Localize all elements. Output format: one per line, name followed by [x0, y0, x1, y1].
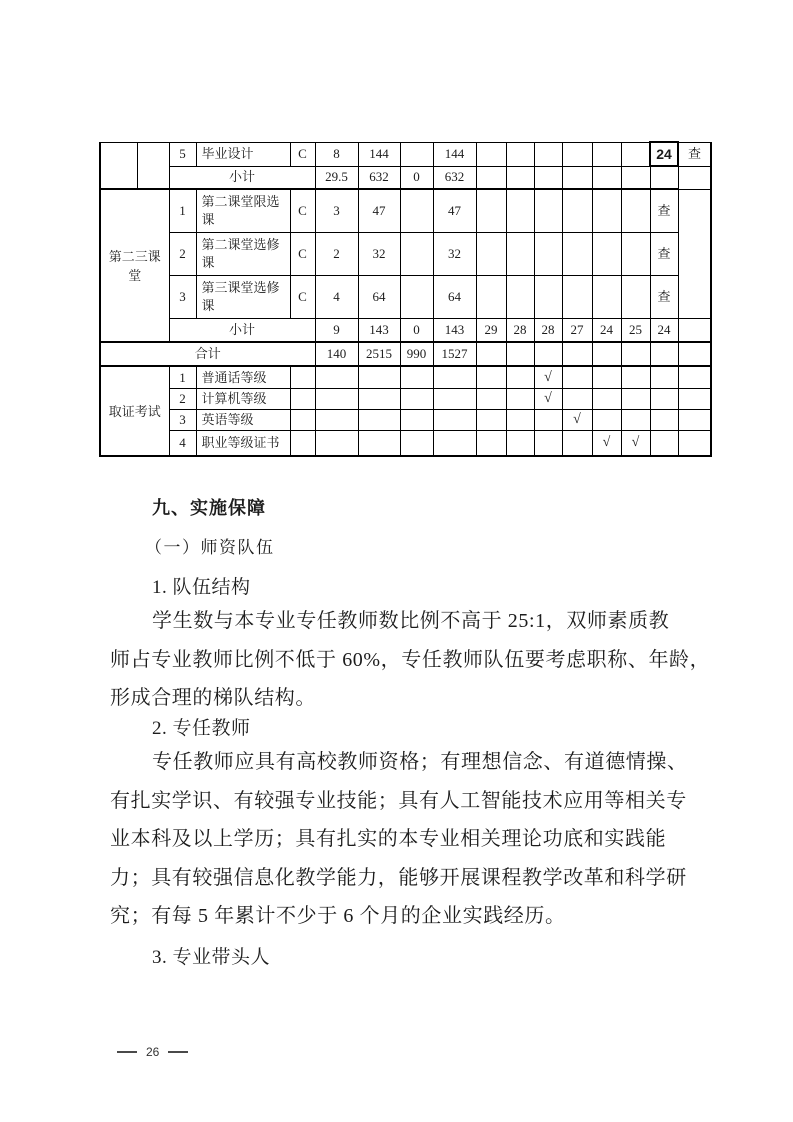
table-cell [678, 389, 711, 410]
curriculum-table-body [100, 142, 711, 456]
practice-hours: 47 [433, 189, 476, 233]
row-number: 1 [169, 366, 196, 389]
total-hours: 32 [358, 233, 400, 276]
table-cell [621, 366, 650, 389]
highlighted-value: 24 [650, 142, 678, 166]
table-cell [433, 410, 476, 431]
table-cell [562, 189, 592, 233]
table-cell [534, 342, 562, 366]
paragraph-line: 有扎实学识、有较强专业技能；具有人工智能技术应用等相关专 [110, 789, 687, 812]
semester-value: 24 [650, 319, 678, 343]
table-cell [506, 142, 534, 166]
table-cell [562, 389, 592, 410]
row-number: 5 [169, 142, 196, 166]
semester-value: 27 [562, 319, 592, 343]
table-cell [506, 431, 534, 457]
table-cell [433, 389, 476, 410]
checkmark: √ [534, 389, 562, 410]
exam-check: 查 [650, 189, 678, 233]
page-footer [117, 1045, 188, 1059]
table-cell [506, 166, 534, 189]
table-cell [476, 233, 506, 276]
assessment-type: C [290, 189, 315, 233]
table-cell [621, 189, 650, 233]
table-cell [592, 276, 621, 319]
subtotal-label: 小计 [169, 319, 315, 343]
table-cell [400, 410, 433, 431]
table-cell [534, 142, 562, 166]
table-cell [592, 366, 621, 389]
total-hours: 64 [358, 276, 400, 319]
checkmark: √ [534, 366, 562, 389]
exam-name: 普通话等级 [196, 366, 290, 389]
table-cell [506, 342, 534, 366]
section-label: 取证考试 [100, 366, 169, 456]
table-cell [476, 166, 506, 189]
table-cell [315, 389, 358, 410]
theory-subtotal: 0 [400, 166, 433, 189]
table-cell [476, 276, 506, 319]
hours-total: 2515 [358, 342, 400, 366]
theory-total: 990 [400, 342, 433, 366]
theory-hours [400, 233, 433, 276]
table-cell [650, 342, 678, 366]
semester-value: 24 [592, 319, 621, 343]
table-cell [476, 389, 506, 410]
table-cell [650, 366, 678, 389]
section-cell-empty [100, 142, 137, 189]
assessment-type: C [290, 233, 315, 276]
table-cell [534, 189, 562, 233]
assessment-type: C [290, 276, 315, 319]
table-cell [650, 389, 678, 410]
theory-hours [400, 276, 433, 319]
hours-subtotal: 143 [358, 319, 400, 343]
table-cell [650, 166, 678, 189]
theory-subtotal: 0 [400, 319, 433, 343]
credits-total: 140 [315, 342, 358, 366]
section-heading: 九、实施保障 [152, 498, 266, 518]
credits: 4 [315, 276, 358, 319]
table-cell [290, 410, 315, 431]
semester-value: 25 [621, 319, 650, 343]
table-cell [534, 276, 562, 319]
practice-subtotal: 143 [433, 319, 476, 343]
paragraph-line: 师占专业教师比例不低于 60%，专任教师队伍要考虑职称、年龄， [110, 648, 711, 671]
table-cell [476, 431, 506, 457]
table-cell [678, 431, 711, 457]
credits: 3 [315, 189, 358, 233]
table-cell [534, 166, 562, 189]
practice-hours: 144 [433, 142, 476, 166]
table-cell [592, 410, 621, 431]
total-hours: 144 [358, 142, 400, 166]
table-cell [506, 366, 534, 389]
credits: 8 [315, 142, 358, 166]
row-number: 3 [169, 276, 196, 319]
paragraph-2 [110, 743, 690, 936]
table-cell [400, 389, 433, 410]
table-cell [400, 431, 433, 457]
table-cell [592, 166, 621, 189]
table-cell [433, 431, 476, 457]
table-cell [506, 189, 534, 233]
paragraph-line: 形成合理的梯队结构。 [110, 687, 316, 709]
table-cell [562, 431, 592, 457]
grand-total-label: 合计 [100, 342, 315, 366]
checkmark: √ [562, 410, 592, 431]
row-number: 2 [169, 389, 196, 410]
exam-check: 查 [650, 276, 678, 319]
table-cell [562, 166, 592, 189]
practice-hours: 64 [433, 276, 476, 319]
table-cell [534, 410, 562, 431]
table-cell [476, 366, 506, 389]
table-cell [562, 142, 592, 166]
theory-hours [400, 142, 433, 166]
table-cell [315, 431, 358, 457]
course-name: 第二课堂限选课 [196, 189, 290, 233]
footer-dash-right [168, 1051, 188, 1053]
total-hours: 47 [358, 189, 400, 233]
semester-value: 28 [506, 319, 534, 343]
table-cell [621, 233, 650, 276]
table-cell [534, 431, 562, 457]
practice-total: 1527 [433, 342, 476, 366]
table-cell [506, 389, 534, 410]
row-number: 3 [169, 410, 196, 431]
table-cell [650, 410, 678, 431]
credits: 2 [315, 233, 358, 276]
table-cell [592, 389, 621, 410]
table-cell [534, 233, 562, 276]
row-number: 1 [169, 189, 196, 233]
table-cell [650, 431, 678, 457]
paragraph-line: 业本科及以上学历；具有扎实的本专业相关理论功底和实践能 [110, 828, 667, 850]
assessment-type: C [290, 142, 315, 166]
row-number: 2 [169, 233, 196, 276]
paragraph-line: 力；具有较强信息化教学能力，能够开展课程教学改革和科学研 [110, 866, 687, 889]
table-cell [592, 233, 621, 276]
checkmark: √ [592, 431, 621, 457]
numbered-item-2: 2. 专任教师 [152, 718, 251, 739]
table-cell [621, 389, 650, 410]
row-number: 4 [169, 431, 196, 457]
paragraph-line: 学生数与本专业专任教师数比例不高于 25:1，双师素质教 [152, 610, 670, 632]
section-label: 第二三课堂 [100, 189, 169, 342]
semester-value: 29 [476, 319, 506, 343]
table-cell [315, 410, 358, 431]
exam-name: 英语等级 [196, 410, 290, 431]
course-name: 毕业设计 [196, 142, 290, 166]
table-cell [358, 366, 400, 389]
numbered-item-1: 1. 队伍结构 [152, 577, 251, 598]
credits-subtotal: 29.5 [315, 166, 358, 189]
table-cell [290, 431, 315, 457]
exam-check: 查 [678, 142, 711, 166]
table-cell [476, 342, 506, 366]
table-cell [562, 342, 592, 366]
paragraph-line: 究；有每 5 年累计不少于 6 个月的企业实践经历。 [110, 905, 566, 927]
table-cell [506, 233, 534, 276]
table-cell [476, 189, 506, 233]
curriculum-table [99, 141, 712, 457]
table-cell [592, 142, 621, 166]
page-number: 26 [146, 1045, 160, 1059]
course-name: 第三课堂选修课 [196, 276, 290, 319]
paragraph-line: 专任教师应具有高校教师资格；有理想信念、有道德情操、 [152, 751, 688, 773]
exam-name: 计算机等级 [196, 389, 290, 410]
table-cell [358, 431, 400, 457]
subsection-cell-empty [137, 142, 169, 189]
credits-subtotal: 9 [315, 319, 358, 343]
numbered-item-3: 3. 专业带头人 [152, 947, 271, 968]
table-cell [678, 342, 711, 366]
semester-value: 28 [534, 319, 562, 343]
table-cell [621, 276, 650, 319]
table-cell [621, 142, 650, 166]
table-cell [678, 366, 711, 389]
exam-check: 查 [650, 233, 678, 276]
table-cell [592, 342, 621, 366]
table-cell [621, 342, 650, 366]
table-cell [358, 410, 400, 431]
paragraph-1 [110, 602, 711, 718]
table-cell [358, 389, 400, 410]
table-cell [315, 366, 358, 389]
course-name: 第二课堂选修课 [196, 233, 290, 276]
table-cell [290, 389, 315, 410]
hours-subtotal: 632 [358, 166, 400, 189]
subsection-heading: （一）师资队伍 [145, 538, 275, 557]
table-cell [562, 233, 592, 276]
table-cell [678, 166, 711, 189]
table-cell [562, 276, 592, 319]
checkmark: √ [621, 431, 650, 457]
table-cell [506, 410, 534, 431]
table-cell [476, 410, 506, 431]
subtotal-label: 小计 [169, 166, 315, 189]
table-cell [678, 319, 711, 343]
table-cell [290, 366, 315, 389]
table-cell [400, 366, 433, 389]
practice-subtotal: 632 [433, 166, 476, 189]
footer-dash-left [117, 1051, 137, 1053]
table-cell [678, 410, 711, 431]
exam-name: 职业等级证书 [196, 431, 290, 457]
table-cell [476, 142, 506, 166]
table-cell [433, 366, 476, 389]
theory-hours [400, 189, 433, 233]
table-cell [621, 410, 650, 431]
table-cell [592, 189, 621, 233]
table-cell [506, 276, 534, 319]
table-cell [562, 366, 592, 389]
table-cell [621, 166, 650, 189]
practice-hours: 32 [433, 233, 476, 276]
